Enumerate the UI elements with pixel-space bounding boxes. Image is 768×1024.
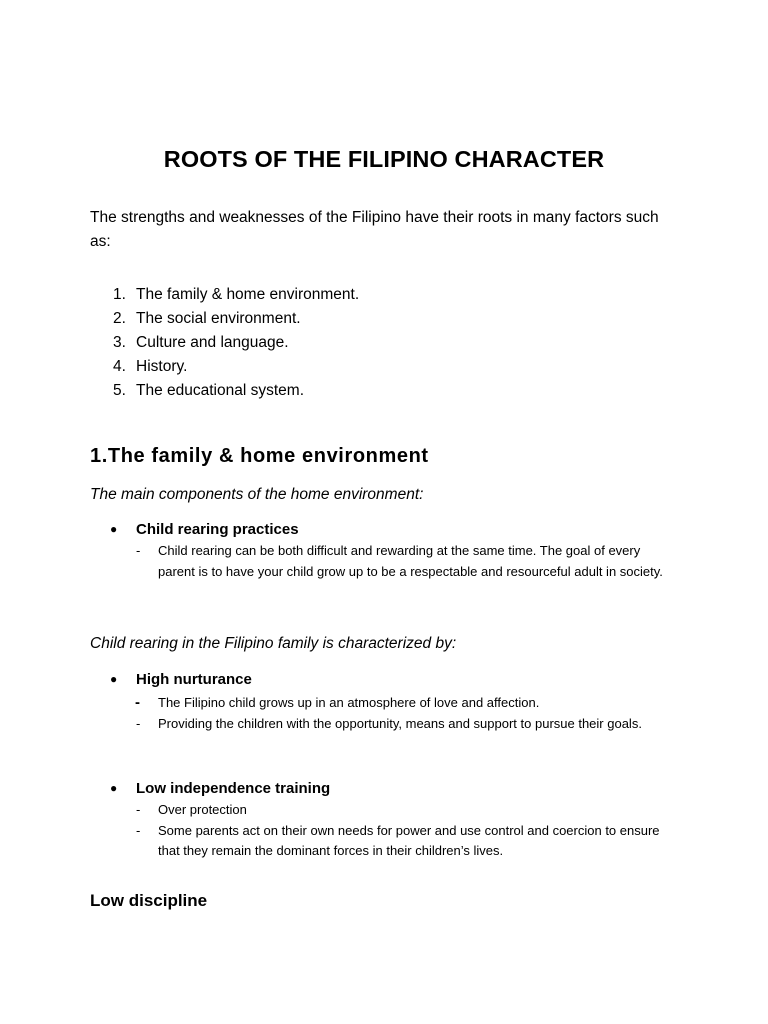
characterized-intro: Child rearing in the Filipino family is characterized by: <box>90 635 457 652</box>
section-heading-low-discipline: Low discipline <box>90 891 208 910</box>
components-intro: The main components of the home environment: <box>90 486 424 503</box>
factor-text: The educational system. <box>136 382 305 399</box>
list-item <box>136 800 676 821</box>
dash-marker: - <box>136 715 141 731</box>
bullet-icon: ● <box>110 522 118 536</box>
bullet-high-nurturance <box>110 668 252 691</box>
list-item-text: The Filipino child grows up in an atmosphere of love and affection. <box>158 695 540 710</box>
list-item <box>136 821 676 862</box>
factor-item-1 <box>113 283 359 307</box>
bullet-low-independence <box>110 777 330 800</box>
factor-text: The social environment. <box>136 310 301 327</box>
list-item-text: Over protection <box>158 802 247 817</box>
factor-text: The family & home environment. <box>136 286 360 303</box>
dash-marker: - <box>136 822 141 838</box>
factor-number: 4. <box>113 358 126 375</box>
dash-marker: - <box>136 543 141 558</box>
list-item <box>136 541 676 582</box>
factor-item-3 <box>113 331 359 355</box>
factor-number: 2. <box>113 310 126 327</box>
high-nurturance-list <box>136 693 676 734</box>
factor-item-4 <box>113 355 359 379</box>
factor-number: 5. <box>113 382 126 399</box>
list-item-text: Providing the children with the opportunity, means and support to pursue their goals. <box>158 715 642 731</box>
dash-marker: - <box>135 694 140 711</box>
list-item-text: Some parents act on their own needs for power and use control and coercion to ensure that they remain the dominant forces in their children’s lives. <box>158 822 660 858</box>
bullet-icon: ● <box>110 672 118 686</box>
factor-text: History. <box>136 358 188 375</box>
section-heading-family: 1.The family & home environment <box>90 445 429 467</box>
dash-marker: - <box>136 802 141 817</box>
factors-list <box>113 283 359 403</box>
child-rearing-list <box>136 541 676 582</box>
factor-item-2 <box>113 307 359 331</box>
factor-text: Culture and language. <box>136 334 289 351</box>
bullet-label: High nurturance <box>136 671 252 688</box>
factor-item-5 <box>113 379 359 403</box>
bullet-icon: ● <box>110 781 118 795</box>
bullet-child-rearing <box>110 518 299 541</box>
list-item <box>136 714 676 735</box>
page-title: ROOTS OF THE FILIPINO CHARACTER <box>163 146 605 172</box>
list-item-text: Child rearing can be both difficult and rewarding at the same time. The goal of every parent is to have your child grow up to be a respectable and resourceful adult in society. <box>158 543 663 579</box>
bullet-label: Child rearing practices <box>136 521 299 538</box>
bullet-label: Low independence training <box>136 780 331 797</box>
list-item <box>136 693 676 714</box>
factor-number: 3. <box>113 334 126 351</box>
intro-paragraph: The strengths and weaknesses of the Filipino have their roots in many factors such as: <box>90 209 659 250</box>
low-independence-list <box>136 800 676 862</box>
factor-number: 1. <box>113 286 126 303</box>
